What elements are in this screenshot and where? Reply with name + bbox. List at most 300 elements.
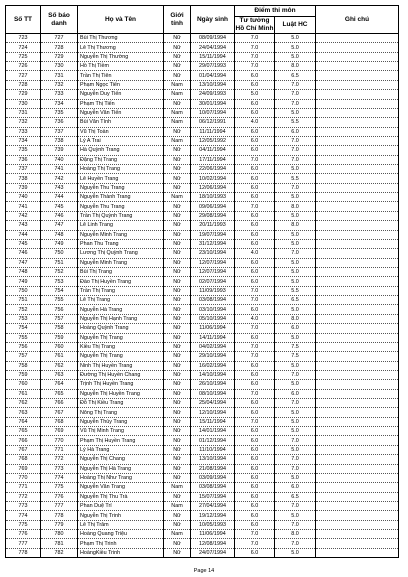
cell-name: Nông Thị Trang [78, 408, 164, 417]
cell-tt-hcm: 6.0 [235, 520, 275, 529]
cell-name: Vũ Thị Minh Trang [78, 427, 164, 436]
cell-sbd: 760 [41, 342, 78, 351]
table-row [6, 352, 399, 361]
cell-tt-hcm: 7.0 [235, 417, 275, 426]
cell-note [316, 239, 399, 248]
cell-gender: Nam [164, 501, 191, 510]
cell-sbd: 766 [41, 399, 78, 408]
cell-dob: 16/02/1994 [191, 361, 235, 370]
cell-note [316, 370, 399, 379]
cell-name: Nguyễn Thành Trang [78, 193, 164, 202]
cell-law: 5.0 [275, 380, 316, 389]
cell-dob: 03/08/1994 [191, 483, 235, 492]
table-row [6, 155, 399, 164]
cell-name: Hoàng Quang Triệu [78, 530, 164, 539]
cell-tt-hcm: 6.0 [235, 127, 275, 136]
cell-tt-hcm: 7.0 [235, 62, 275, 71]
cell-gender: Nữ [164, 202, 191, 211]
cell-dob: 10/05/1993 [191, 520, 235, 529]
cell-dob: 15/11/1994 [191, 52, 235, 61]
cell-note [316, 501, 399, 510]
cell-tt-hcm: 6.0 [235, 380, 275, 389]
cell-stt: 730 [6, 99, 41, 108]
cell-dob: 04/11/1994 [191, 146, 235, 155]
cell-gender: Nữ [164, 417, 191, 426]
cell-dob: 12/07/1994 [191, 258, 235, 267]
table-row [6, 99, 399, 108]
cell-dob: 10/02/1994 [191, 174, 235, 183]
cell-note [316, 127, 399, 136]
cell-note [316, 511, 399, 520]
table-row [6, 183, 399, 192]
cell-name: Hà Quỳnh Trang [78, 146, 164, 155]
cell-sbd: 758 [41, 324, 78, 333]
cell-law: 5.0 [275, 108, 316, 117]
table-row [6, 511, 399, 520]
cell-name: Lê Huyền Trang [78, 174, 164, 183]
cell-name: Phan Thu Trang [78, 239, 164, 248]
cell-sbd: 746 [41, 211, 78, 220]
cell-gender: Nữ [164, 361, 191, 370]
cell-gender: Nữ [164, 277, 191, 286]
cell-gender: Nữ [164, 62, 191, 71]
cell-stt: 775 [6, 520, 41, 529]
cell-gender: Nữ [164, 71, 191, 80]
cell-tt-hcm: 7.0 [235, 324, 275, 333]
cell-name: Ninh Thị Huyền Trang [78, 361, 164, 370]
cell-name: Trịnh Thị Huyền Trang [78, 380, 164, 389]
cell-sbd: 782 [41, 548, 78, 557]
cell-law: 5.0 [275, 511, 316, 520]
table-row [6, 71, 399, 80]
table-row [6, 530, 399, 539]
table-row [6, 211, 399, 220]
cell-gender: Nam [164, 90, 191, 99]
cell-tt-hcm: 6.0 [235, 455, 275, 464]
cell-note [316, 408, 399, 417]
cell-stt: 751 [6, 296, 41, 305]
cell-note [316, 399, 399, 408]
cell-law: 5.0 [275, 305, 316, 314]
cell-name: Hoàng Thị Trang [78, 165, 164, 174]
cell-stt: 726 [6, 62, 41, 71]
cell-tt-hcm: 6.0 [235, 230, 275, 239]
cell-name: Nguyễn Thu Trang [78, 183, 164, 192]
cell-gender: Nữ [164, 436, 191, 445]
cell-sbd: 735 [41, 108, 78, 117]
cell-law: 7.0 [275, 520, 316, 529]
cell-note [316, 34, 399, 43]
cell-sbd: 757 [41, 314, 78, 323]
cell-dob: 03/09/1994 [191, 473, 235, 482]
cell-stt: 746 [6, 249, 41, 258]
cell-stt: 732 [6, 118, 41, 127]
cell-law: 7.0 [275, 183, 316, 192]
table-row [6, 286, 399, 295]
cell-gender: Nam [164, 118, 191, 127]
cell-sbd: 730 [41, 62, 78, 71]
cell-note [316, 174, 399, 183]
cell-law: 5.0 [275, 277, 316, 286]
cell-sbd: 768 [41, 417, 78, 426]
cell-note [316, 136, 399, 145]
cell-note [316, 445, 399, 454]
cell-stt: 776 [6, 530, 41, 539]
cell-note [316, 165, 399, 174]
cell-law: 7.0 [275, 501, 316, 510]
table-row [6, 118, 399, 127]
cell-sbd: 769 [41, 427, 78, 436]
cell-sbd: 767 [41, 408, 78, 417]
cell-sbd: 731 [41, 71, 78, 80]
table-row [6, 370, 399, 379]
cell-dob: 26/10/1994 [191, 380, 235, 389]
cell-name: Đỗ Thị Kiều Trang [78, 399, 164, 408]
cell-dob: 30/01/1994 [191, 99, 235, 108]
cell-gender: Nam [164, 530, 191, 539]
cell-note [316, 464, 399, 473]
header-name: Họ và Tên [78, 6, 164, 34]
cell-sbd: 772 [41, 455, 78, 464]
cell-sbd: 770 [41, 436, 78, 445]
cell-note [316, 202, 399, 211]
cell-sbd: 748 [41, 230, 78, 239]
cell-sbd: 740 [41, 155, 78, 164]
cell-tt-hcm: 6.0 [235, 146, 275, 155]
header-gender: Giới tính [164, 6, 191, 34]
cell-law: 5.0 [275, 52, 316, 61]
table-row [6, 221, 399, 230]
cell-dob: 11/10/1994 [191, 445, 235, 454]
cell-sbd: 763 [41, 370, 78, 379]
cell-dob: 12/08/1994 [191, 539, 235, 548]
cell-note [316, 71, 399, 80]
cell-gender: Nữ [164, 267, 191, 276]
cell-stt: 757 [6, 352, 41, 361]
cell-sbd: 734 [41, 99, 78, 108]
cell-stt: 761 [6, 389, 41, 398]
cell-dob: 24/07/1994 [191, 548, 235, 557]
cell-sbd: 761 [41, 352, 78, 361]
cell-stt: 766 [6, 436, 41, 445]
table-row [6, 193, 399, 202]
cell-gender: Nữ [164, 342, 191, 351]
cell-tt-hcm: 7.0 [235, 352, 275, 361]
cell-gender: Nam [164, 136, 191, 145]
cell-sbd: 775 [41, 483, 78, 492]
cell-tt-hcm: 6.0 [235, 548, 275, 557]
cell-stt: 745 [6, 239, 41, 248]
cell-law: 5.0 [275, 333, 316, 342]
cell-gender: Nữ [164, 221, 191, 230]
cell-dob: 04/02/1994 [191, 342, 235, 351]
cell-note [316, 436, 399, 445]
cell-stt: 727 [6, 71, 41, 80]
cell-note [316, 342, 399, 351]
cell-dob: 24/04/1994 [191, 43, 235, 52]
cell-gender: Nữ [164, 370, 191, 379]
cell-law: 5.0 [275, 417, 316, 426]
cell-tt-hcm: 6.0 [235, 267, 275, 276]
cell-dob: 11/06/1994 [191, 324, 235, 333]
cell-gender: Nữ [164, 211, 191, 220]
cell-gender: Nữ [164, 127, 191, 136]
cell-sbd: 727 [41, 34, 78, 43]
cell-note [316, 361, 399, 370]
page-footer: Page 14 [193, 568, 215, 574]
cell-name: Hoàng Quỳnh Trang [78, 324, 164, 333]
cell-dob: 02/07/1994 [191, 277, 235, 286]
table-row [6, 417, 399, 426]
cell-dob: 11/06/1994 [191, 530, 235, 539]
cell-dob: 17/11/1994 [191, 155, 235, 164]
cell-dob: 12/07/1994 [191, 267, 235, 276]
cell-name: Nguyễn Thị Trinh [78, 511, 164, 520]
cell-stt: 724 [6, 43, 41, 52]
cell-law: 5.0 [275, 408, 316, 417]
table-row [6, 80, 399, 89]
cell-name: Nguyễn Thị Trang [78, 352, 164, 361]
cell-note [316, 249, 399, 258]
cell-gender: Nam [164, 483, 191, 492]
cell-tt-hcm: 6.0 [235, 361, 275, 370]
cell-law: 5.0 [275, 267, 316, 276]
cell-name: Trần Thị Trang [78, 286, 164, 295]
cell-sbd: 764 [41, 380, 78, 389]
cell-name: Lý A Trai [78, 136, 164, 145]
cell-tt-hcm: 4.0 [235, 249, 275, 258]
cell-gender: Nữ [164, 548, 191, 557]
cell-law: 5.0 [275, 361, 316, 370]
cell-sbd: 745 [41, 202, 78, 211]
cell-sbd: 739 [41, 146, 78, 155]
cell-tt-hcm: 6.0 [235, 305, 275, 314]
cell-tt-hcm: 6.0 [235, 277, 275, 286]
table-row [6, 43, 399, 52]
cell-law: 7.0 [275, 80, 316, 89]
score-sheet [5, 5, 398, 558]
cell-name: Bùi Thị Trang [78, 267, 164, 276]
cell-tt-hcm: 6.0 [235, 399, 275, 408]
cell-stt: 755 [6, 333, 41, 342]
cell-stt: 773 [6, 501, 41, 510]
cell-stt: 762 [6, 399, 41, 408]
cell-tt-hcm: 6.0 [235, 258, 275, 267]
cell-note [316, 333, 399, 342]
cell-gender: Nữ [164, 258, 191, 267]
table-row [6, 342, 399, 351]
cell-name: Kiều Thị Trang [78, 342, 164, 351]
cell-stt: 756 [6, 342, 41, 351]
table-body [6, 34, 399, 558]
cell-law: 7.0 [275, 136, 316, 145]
cell-gender: Nữ [164, 146, 191, 155]
cell-gender: Nữ [164, 52, 191, 61]
cell-sbd: 780 [41, 530, 78, 539]
table-row [6, 445, 399, 454]
cell-sbd: 750 [41, 249, 78, 258]
cell-law: 5.0 [275, 445, 316, 454]
cell-tt-hcm: 6.0 [235, 408, 275, 417]
cell-law: 5.0 [275, 43, 316, 52]
cell-law: 7.0 [275, 539, 316, 548]
cell-name: Lê Thị Trâm [78, 520, 164, 529]
table-row [6, 492, 399, 501]
cell-dob: 12/05/1992 [191, 136, 235, 145]
cell-law: 6.0 [275, 389, 316, 398]
cell-name: Nguyễn Minh Trang [78, 258, 164, 267]
cell-stt: 772 [6, 492, 41, 501]
cell-dob: 05/10/1994 [191, 314, 235, 323]
cell-sbd: 736 [41, 118, 78, 127]
cell-sbd: 742 [41, 174, 78, 183]
cell-law: 7.0 [275, 146, 316, 155]
cell-gender: Nữ [164, 286, 191, 295]
cell-tt-hcm: 7.0 [235, 342, 275, 351]
cell-name: Lê Thị Thương [78, 43, 164, 52]
cell-name: Lương Thị Quỳnh Trang [78, 249, 164, 258]
cell-gender: Nữ [164, 239, 191, 248]
cell-stt: 737 [6, 165, 41, 174]
cell-stt: 753 [6, 314, 41, 323]
cell-law: 5.0 [275, 239, 316, 248]
cell-stt: 735 [6, 146, 41, 155]
cell-name: Trần Thị Tiên [78, 71, 164, 80]
cell-gender: Nữ [164, 511, 191, 520]
cell-dob: 08/09/1994 [191, 34, 235, 43]
table-row [6, 202, 399, 211]
cell-note [316, 473, 399, 482]
cell-stt: 731 [6, 108, 41, 117]
cell-law: 6.0 [275, 483, 316, 492]
cell-gender: Nữ [164, 473, 191, 482]
cell-law: 5.0 [275, 211, 316, 220]
cell-dob: 19/12/1994 [191, 511, 235, 520]
cell-note [316, 43, 399, 52]
cell-law: 6.5 [275, 71, 316, 80]
cell-tt-hcm: 6.0 [235, 445, 275, 454]
table-row [6, 427, 399, 436]
cell-sbd: 743 [41, 183, 78, 192]
cell-name: Nguyễn Thị Thu Trà [78, 492, 164, 501]
table-row [6, 408, 399, 417]
cell-sbd: 777 [41, 501, 78, 510]
cell-note [316, 118, 399, 127]
cell-tt-hcm: 6.0 [235, 165, 275, 174]
cell-tt-hcm: 6.0 [235, 221, 275, 230]
cell-tt-hcm: 7.0 [235, 539, 275, 548]
cell-stt: 739 [6, 183, 41, 192]
cell-tt-hcm: 7.0 [235, 52, 275, 61]
cell-name: Phạm Thị Tiến [78, 99, 164, 108]
cell-law: 8.0 [275, 530, 316, 539]
cell-note [316, 52, 399, 61]
cell-dob: 09/06/1994 [191, 202, 235, 211]
cell-sbd: 765 [41, 389, 78, 398]
table-row [6, 539, 399, 548]
cell-name: Nguyễn Duy Tiến [78, 90, 164, 99]
cell-name: Nguyễn Minh Trang [78, 230, 164, 239]
cell-sbd: 744 [41, 193, 78, 202]
cell-tt-hcm: 6.0 [235, 333, 275, 342]
cell-name: Lý Hà Trang [78, 445, 164, 454]
table-row [6, 389, 399, 398]
cell-dob: 15/07/1994 [191, 492, 235, 501]
header-sbd: Số báo danh [41, 6, 78, 34]
cell-dob: 29/08/1994 [191, 211, 235, 220]
cell-stt: 734 [6, 136, 41, 145]
cell-tt-hcm: 6.0 [235, 483, 275, 492]
table-row [6, 267, 399, 276]
cell-dob: 13/10/1994 [191, 80, 235, 89]
cell-gender: Nam [164, 108, 191, 117]
table-row [6, 296, 399, 305]
cell-law: 7.0 [275, 464, 316, 473]
cell-note [316, 314, 399, 323]
cell-note [316, 380, 399, 389]
cell-note [316, 492, 399, 501]
cell-dob: 22/06/1994 [191, 165, 235, 174]
cell-stt: 774 [6, 511, 41, 520]
cell-gender: Nữ [164, 99, 191, 108]
cell-note [316, 483, 399, 492]
cell-stt: 768 [6, 455, 41, 464]
header-tt-hcm: Tư tưởng Hồ Chí Minh [235, 17, 274, 32]
cell-stt: 777 [6, 539, 41, 548]
cell-stt: 749 [6, 277, 41, 286]
header-stt: Số TT [6, 6, 41, 34]
cell-name: Đặng Thị Trang [78, 155, 164, 164]
cell-stt: 750 [6, 286, 41, 295]
cell-sbd: 754 [41, 286, 78, 295]
cell-name: Nguyễn Thu Trang [78, 202, 164, 211]
cell-tt-hcm: 6.0 [235, 501, 275, 510]
cell-gender: Nữ [164, 314, 191, 323]
cell-dob: 03/10/1994 [191, 305, 235, 314]
cell-gender: Nữ [164, 174, 191, 183]
table-row [6, 249, 399, 258]
cell-name: Nguyễn Thị Huyền Trang [78, 389, 164, 398]
cell-stt: 747 [6, 258, 41, 267]
cell-tt-hcm: 6.0 [235, 436, 275, 445]
cell-law: 6.5 [275, 492, 316, 501]
table-row [6, 483, 399, 492]
table-row [6, 258, 399, 267]
score-table [5, 5, 399, 558]
cell-sbd: 741 [41, 165, 78, 174]
cell-note [316, 258, 399, 267]
cell-tt-hcm: 7.0 [235, 286, 275, 295]
cell-stt: 767 [6, 445, 41, 454]
cell-name: Hoàng Thị Như Trang [78, 473, 164, 482]
cell-stt: 742 [6, 211, 41, 220]
cell-gender: Nữ [164, 492, 191, 501]
cell-gender: Nữ [164, 352, 191, 361]
cell-stt: 769 [6, 464, 41, 473]
cell-note [316, 324, 399, 333]
cell-sbd: 779 [41, 520, 78, 529]
cell-law: 7.0 [275, 399, 316, 408]
cell-tt-hcm: 6.0 [235, 174, 275, 183]
table-row [6, 305, 399, 314]
cell-law: 5.0 [275, 258, 316, 267]
cell-gender: Nữ [164, 520, 191, 529]
cell-sbd: 732 [41, 80, 78, 89]
cell-name: Trần Thị Quỳnh Trang [78, 211, 164, 220]
table-row [6, 90, 399, 99]
cell-note [316, 305, 399, 314]
cell-dob: 20/11/1993 [191, 221, 235, 230]
